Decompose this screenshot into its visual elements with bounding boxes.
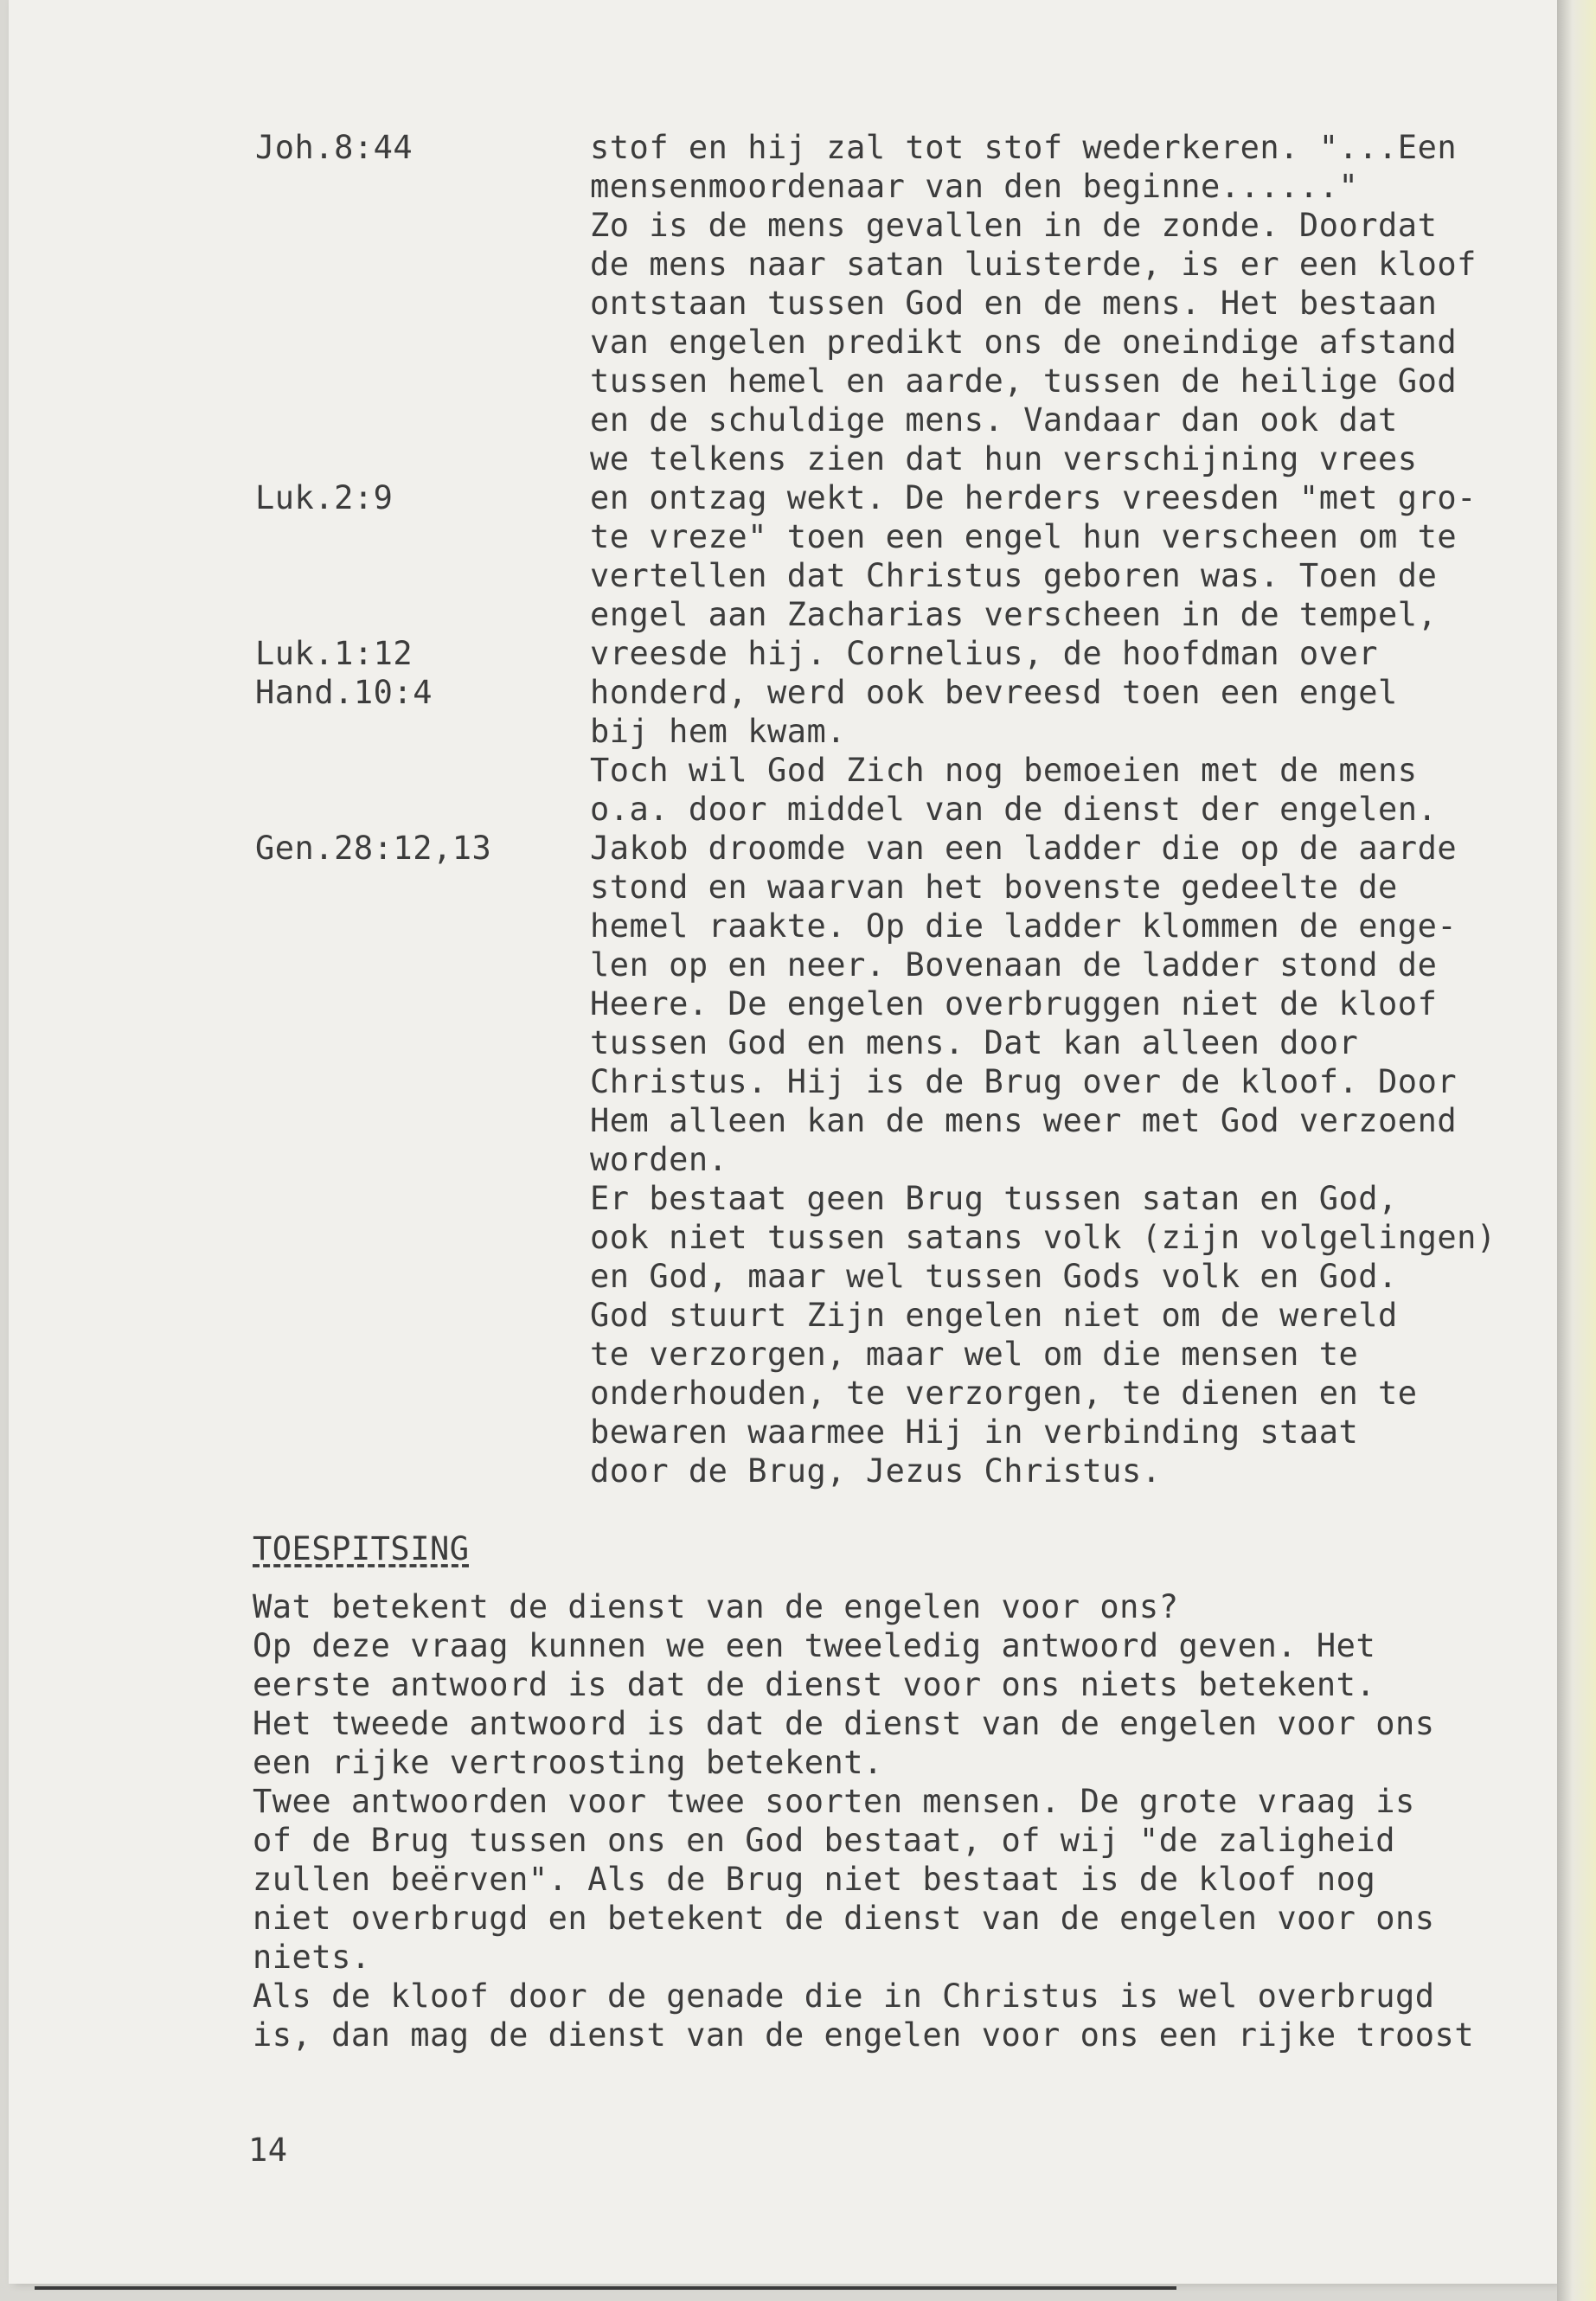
body-line: honderd, werd ook bevreesd toen een engel (590, 674, 1398, 711)
section-line: is, dan mag de dienst van de engelen voor ons een rijke troost (253, 2016, 1475, 2054)
body-line: bewaren waarmee Hij in verbinding staat (590, 1413, 1359, 1451)
section-line: eerste antwoord is dat de dienst voor ons niets betekent. (253, 1666, 1376, 1703)
body-line: tussen God en mens. Dat kan alleen door (590, 1024, 1359, 1061)
body-line: en ontzag wekt. De herders vreesden "met gro- (590, 479, 1477, 516)
body-line: door de Brug, Jezus Christus. (590, 1452, 1162, 1490)
section-line: niet overbrugd en betekent de dienst van de engelen voor ons (253, 1900, 1435, 1937)
section-line: Op deze vraag kunnen we een tweeledig antwoord geven. Het (253, 1627, 1376, 1664)
body-line: en God, maar wel tussen Gods volk en God. (590, 1258, 1398, 1295)
body-line: van engelen predikt ons de oneindige afstand (590, 324, 1458, 361)
body-line: engel aan Zacharias verscheen in de tempel, (590, 596, 1438, 633)
body-line: Er bestaat geen Brug tussen satan en God, (590, 1180, 1398, 1217)
body-line: en de schuldige mens. Vandaar dan ook dat (590, 401, 1398, 439)
body-line: stond en waarvan het bovenste gedeelte de (590, 868, 1398, 906)
section-line: Wat betekent de dienst van de engelen voor ons? (253, 1588, 1179, 1625)
body-line: te vreze" toen een engel hun verscheen om te (590, 518, 1458, 555)
body-line: ook niet tussen satans volk (zijn volgelingen) (590, 1219, 1497, 1256)
section-line: Het tweede antwoord is dat de dienst van de engelen voor ons (253, 1705, 1435, 1742)
body-line: de mens naar satan luisterde, is er een kloof (590, 246, 1477, 283)
body-line: God stuurt Zijn engelen niet om de wereld (590, 1297, 1398, 1334)
margin-reference: Hand.10:4 (255, 674, 433, 711)
body-line: ontstaan tussen God en de mens. Het bestaan (590, 285, 1438, 322)
body-line: Toch wil God Zich nog bemoeien met de mens (590, 752, 1418, 789)
page-number: 14 (248, 2131, 288, 2169)
section-line: niets. (253, 1939, 371, 1976)
body-line: worden. (590, 1141, 728, 1178)
section-line: zullen beërven". Als de Brug niet bestaat is de kloof nog (253, 1861, 1376, 1898)
margin-reference: Joh.8:44 (255, 129, 413, 166)
body-line: bij hem kwam. (590, 713, 847, 750)
section-line: Twee antwoorden voor twee soorten mensen. De grote vraag is (253, 1783, 1415, 1820)
body-line: te verzorgen, maar wel om die mensen te (590, 1336, 1359, 1373)
body-line: mensenmoordenaar van den beginne......" (590, 168, 1359, 205)
bottom-rule (35, 2286, 1176, 2290)
document-page (9, 0, 1557, 2284)
body-line: tussen hemel en aarde, tussen de heilige God (590, 362, 1458, 400)
body-line: onderhouden, te verzorgen, te dienen en te (590, 1375, 1418, 1412)
margin-reference: Luk.1:12 (255, 635, 413, 672)
body-line: Christus. Hij is de Brug over de kloof. Door (590, 1063, 1458, 1100)
body-line: len op en neer. Bovenaan de ladder stond de (590, 946, 1438, 984)
body-line: Zo is de mens gevallen in de zonde. Doordat (590, 207, 1438, 244)
body-line: Jakob droomde van een ladder die op de aarde (590, 830, 1458, 867)
body-line: hemel raakte. Op die ladder klommen de enge- (590, 907, 1458, 945)
section-line: of de Brug tussen ons en God bestaat, of wij "de zaligheid (253, 1822, 1396, 1859)
body-line: o.a. door middel van de dienst der engelen. (590, 791, 1438, 828)
body-line: vreesde hij. Cornelius, de hoofdman over (590, 635, 1379, 672)
body-line: Hem alleen kan de mens weer met God verzoend (590, 1102, 1458, 1139)
body-line: vertellen dat Christus geboren was. Toen de (590, 557, 1438, 594)
body-line: we telkens zien dat hun verschijning vrees (590, 440, 1418, 478)
section-line: een rijke vertroosting betekent. (253, 1744, 883, 1781)
body-line: stof en hij zal tot stof wederkeren. "...Een (590, 129, 1458, 166)
margin-reference: Gen.28:12,13 (255, 830, 492, 867)
section-line: Als de kloof door de genade die in Christus is wel overbrugd (253, 1977, 1435, 2015)
section-heading: TOESPITSING (253, 1530, 470, 1567)
page-edge (1557, 0, 1596, 2301)
body-line: Heere. De engelen overbruggen niet de kloof (590, 985, 1438, 1022)
margin-reference: Luk.2:9 (255, 479, 394, 516)
